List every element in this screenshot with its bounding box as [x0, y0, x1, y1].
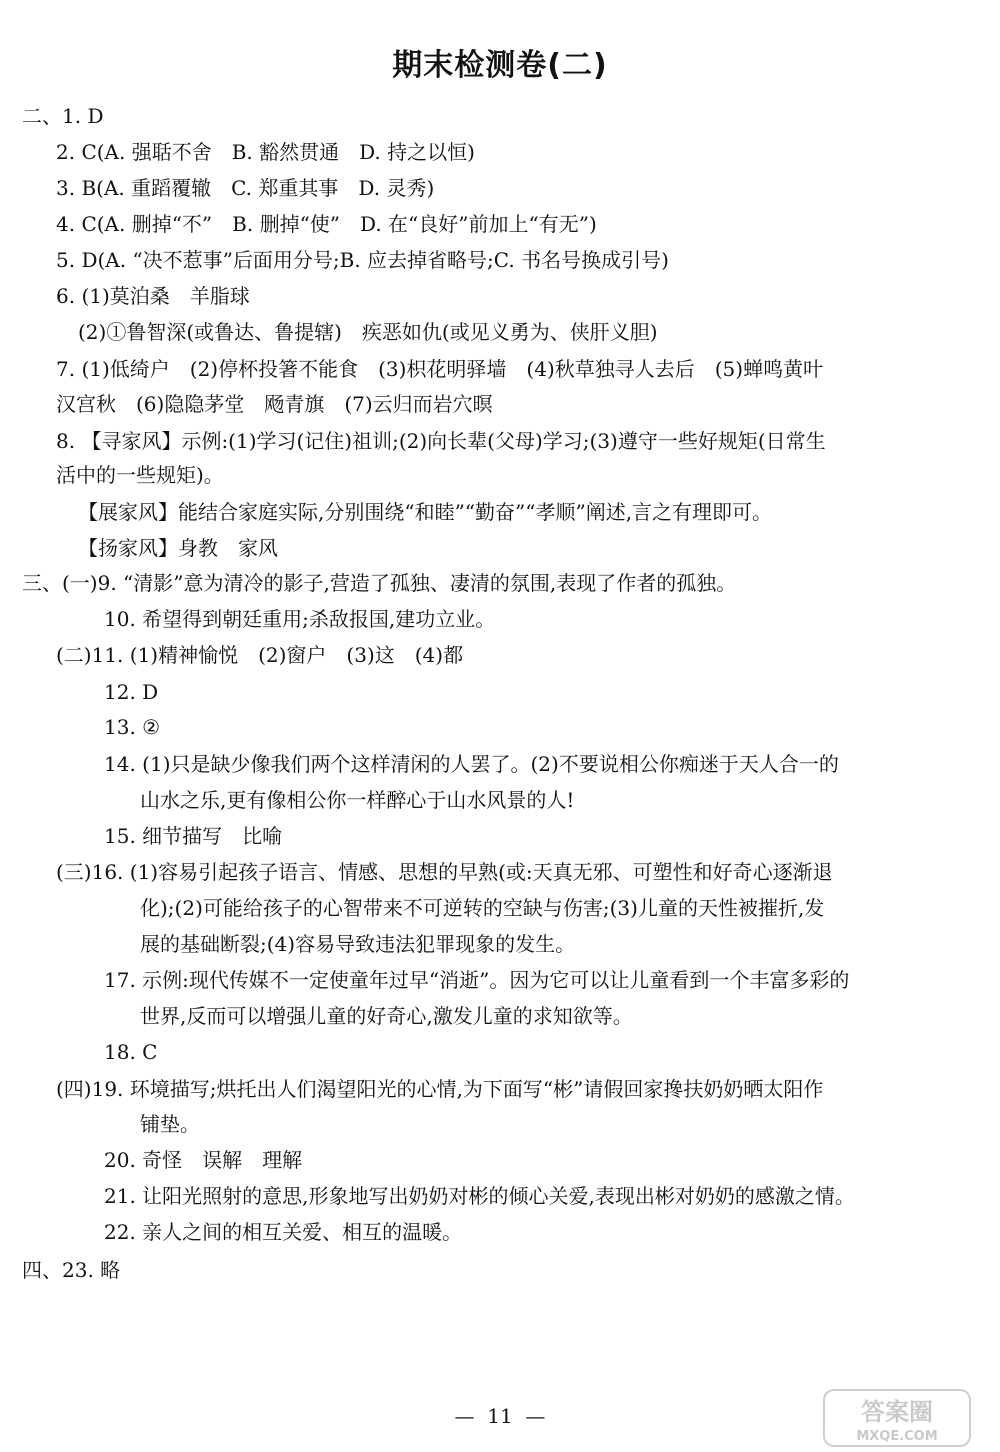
answer-line-4: 4. C(A. 删掉“不” B. 删掉“使” D. 在“良好”前加上“有无”) — [56, 212, 597, 236]
answer-line-28: (四)19. 环境描写;烘托出人们渴望阳光的心情,为下面写“彬”请假回家搀扶奶奶晒太阳作 — [56, 1077, 824, 1101]
answer-line-20: 山水之乐,更有像相公你一样醉心于山水风景的人! — [140, 788, 575, 812]
answer-line-25: 17. 示例:现代传媒不一定使童年过早“消逝”。因为它可以让儿童看到一个丰富多彩的 — [104, 968, 850, 992]
answer-line-32: 22. 亲人之间的相互关爱、相互的温暖。 — [104, 1220, 463, 1244]
answer-line-1: 二、1. D — [22, 104, 104, 128]
watermark-url: MXQE.COM — [856, 1429, 938, 1444]
answer-line-24: 展的基础断裂;(4)容易导致违法犯罪现象的发生。 — [140, 932, 576, 956]
answer-line-14: 三、(一)9. “清影”意为清冷的影子,营造了孤独、凄清的氛围,表现了作者的孤独。 — [22, 571, 737, 595]
answer-line-9: 汉宫秋 (6)隐隐茅堂 飏青旗 (7)云归而岩穴暝 — [56, 392, 493, 416]
watermark-logo-icon — [822, 1388, 972, 1448]
watermark-text: 答案圈 — [861, 1398, 933, 1426]
answer-line-21: 15. 细节描写 比喻 — [104, 824, 283, 848]
answer-line-2: 2. C(A. 强聒不舍 B. 豁然贯通 D. 持之以恒) — [56, 140, 475, 164]
answer-line-18: 13. ② — [104, 715, 161, 739]
answer-line-26: 世界,反而可以增强儿童的好奇心,激发儿童的求知欲等。 — [140, 1004, 633, 1028]
answer-line-27: 18. C — [104, 1040, 158, 1064]
answer-line-12: 【展家风】能结合家庭实际,分别围绕“和睦”“勤奋”“孝顺”阐述,言之有理即可。 — [78, 500, 773, 524]
answer-line-5: 5. D(A. “决不惹事”后面用分号;B. 应去掉省略号;C. 书名号换成引号) — [56, 248, 669, 272]
answer-line-22: (三)16. (1)容易引起孩子语言、情感、思想的早熟(或:天真无邪、可塑性和好奇心逐渐退 — [56, 860, 833, 884]
answer-line-7: (2)①鲁智深(或鲁达、鲁提辖) 疾恶如仇(或见义勇为、侠肝义胆) — [78, 320, 658, 344]
page-number: — 11 — — [454, 1404, 546, 1428]
answer-line-17: 12. D — [104, 680, 159, 704]
answer-line-3: 3. B(A. 重蹈覆辙 C. 郑重其事 D. 灵秀) — [56, 176, 435, 200]
answer-line-13: 【扬家风】身教 家风 — [78, 536, 278, 560]
answer-line-30: 20. 奇怪 误解 理解 — [104, 1148, 303, 1172]
answer-line-23: 化);(2)可能给孩子的心智带来不可逆转的空缺与伤害;(3)儿童的天性被摧折,发 — [140, 896, 825, 920]
answer-line-29: 铺垫。 — [140, 1112, 200, 1136]
answer-line-16: (二)11. (1)精神愉悦 (2)窗户 (3)这 (4)都 — [56, 643, 464, 667]
answer-line-33: 四、23. 略 — [22, 1258, 121, 1282]
page-title: 期末检测卷(二) — [392, 48, 608, 83]
answer-line-6: 6. (1)莫泊桑 羊脂球 — [56, 284, 250, 308]
answer-line-8: 7. (1)低绮户 (2)停杯投箸不能食 (3)枳花明驿墙 (4)秋草独寻人去后 (5)蝉鸣黄叶 — [56, 357, 824, 381]
answer-line-10: 8. 【寻家风】示例:(1)学习(记住)祖训;(2)向长辈(父母)学习;(3)遵守一些好规矩(日常生 — [56, 429, 826, 453]
answer-line-19: 14. (1)只是缺少像我们两个这样清闲的人罢了。(2)不要说相公你痴迷于天人合一的 — [104, 752, 839, 776]
answer-line-11: 活中的一些规矩)。 — [56, 463, 224, 487]
answer-line-31: 21. 让阳光照射的意思,形象地写出奶奶对彬的倾心关爱,表现出彬对奶奶的感激之情。 — [104, 1184, 855, 1208]
answer-line-15: 10. 希望得到朝廷重用;杀敌报国,建功立业。 — [104, 607, 496, 631]
